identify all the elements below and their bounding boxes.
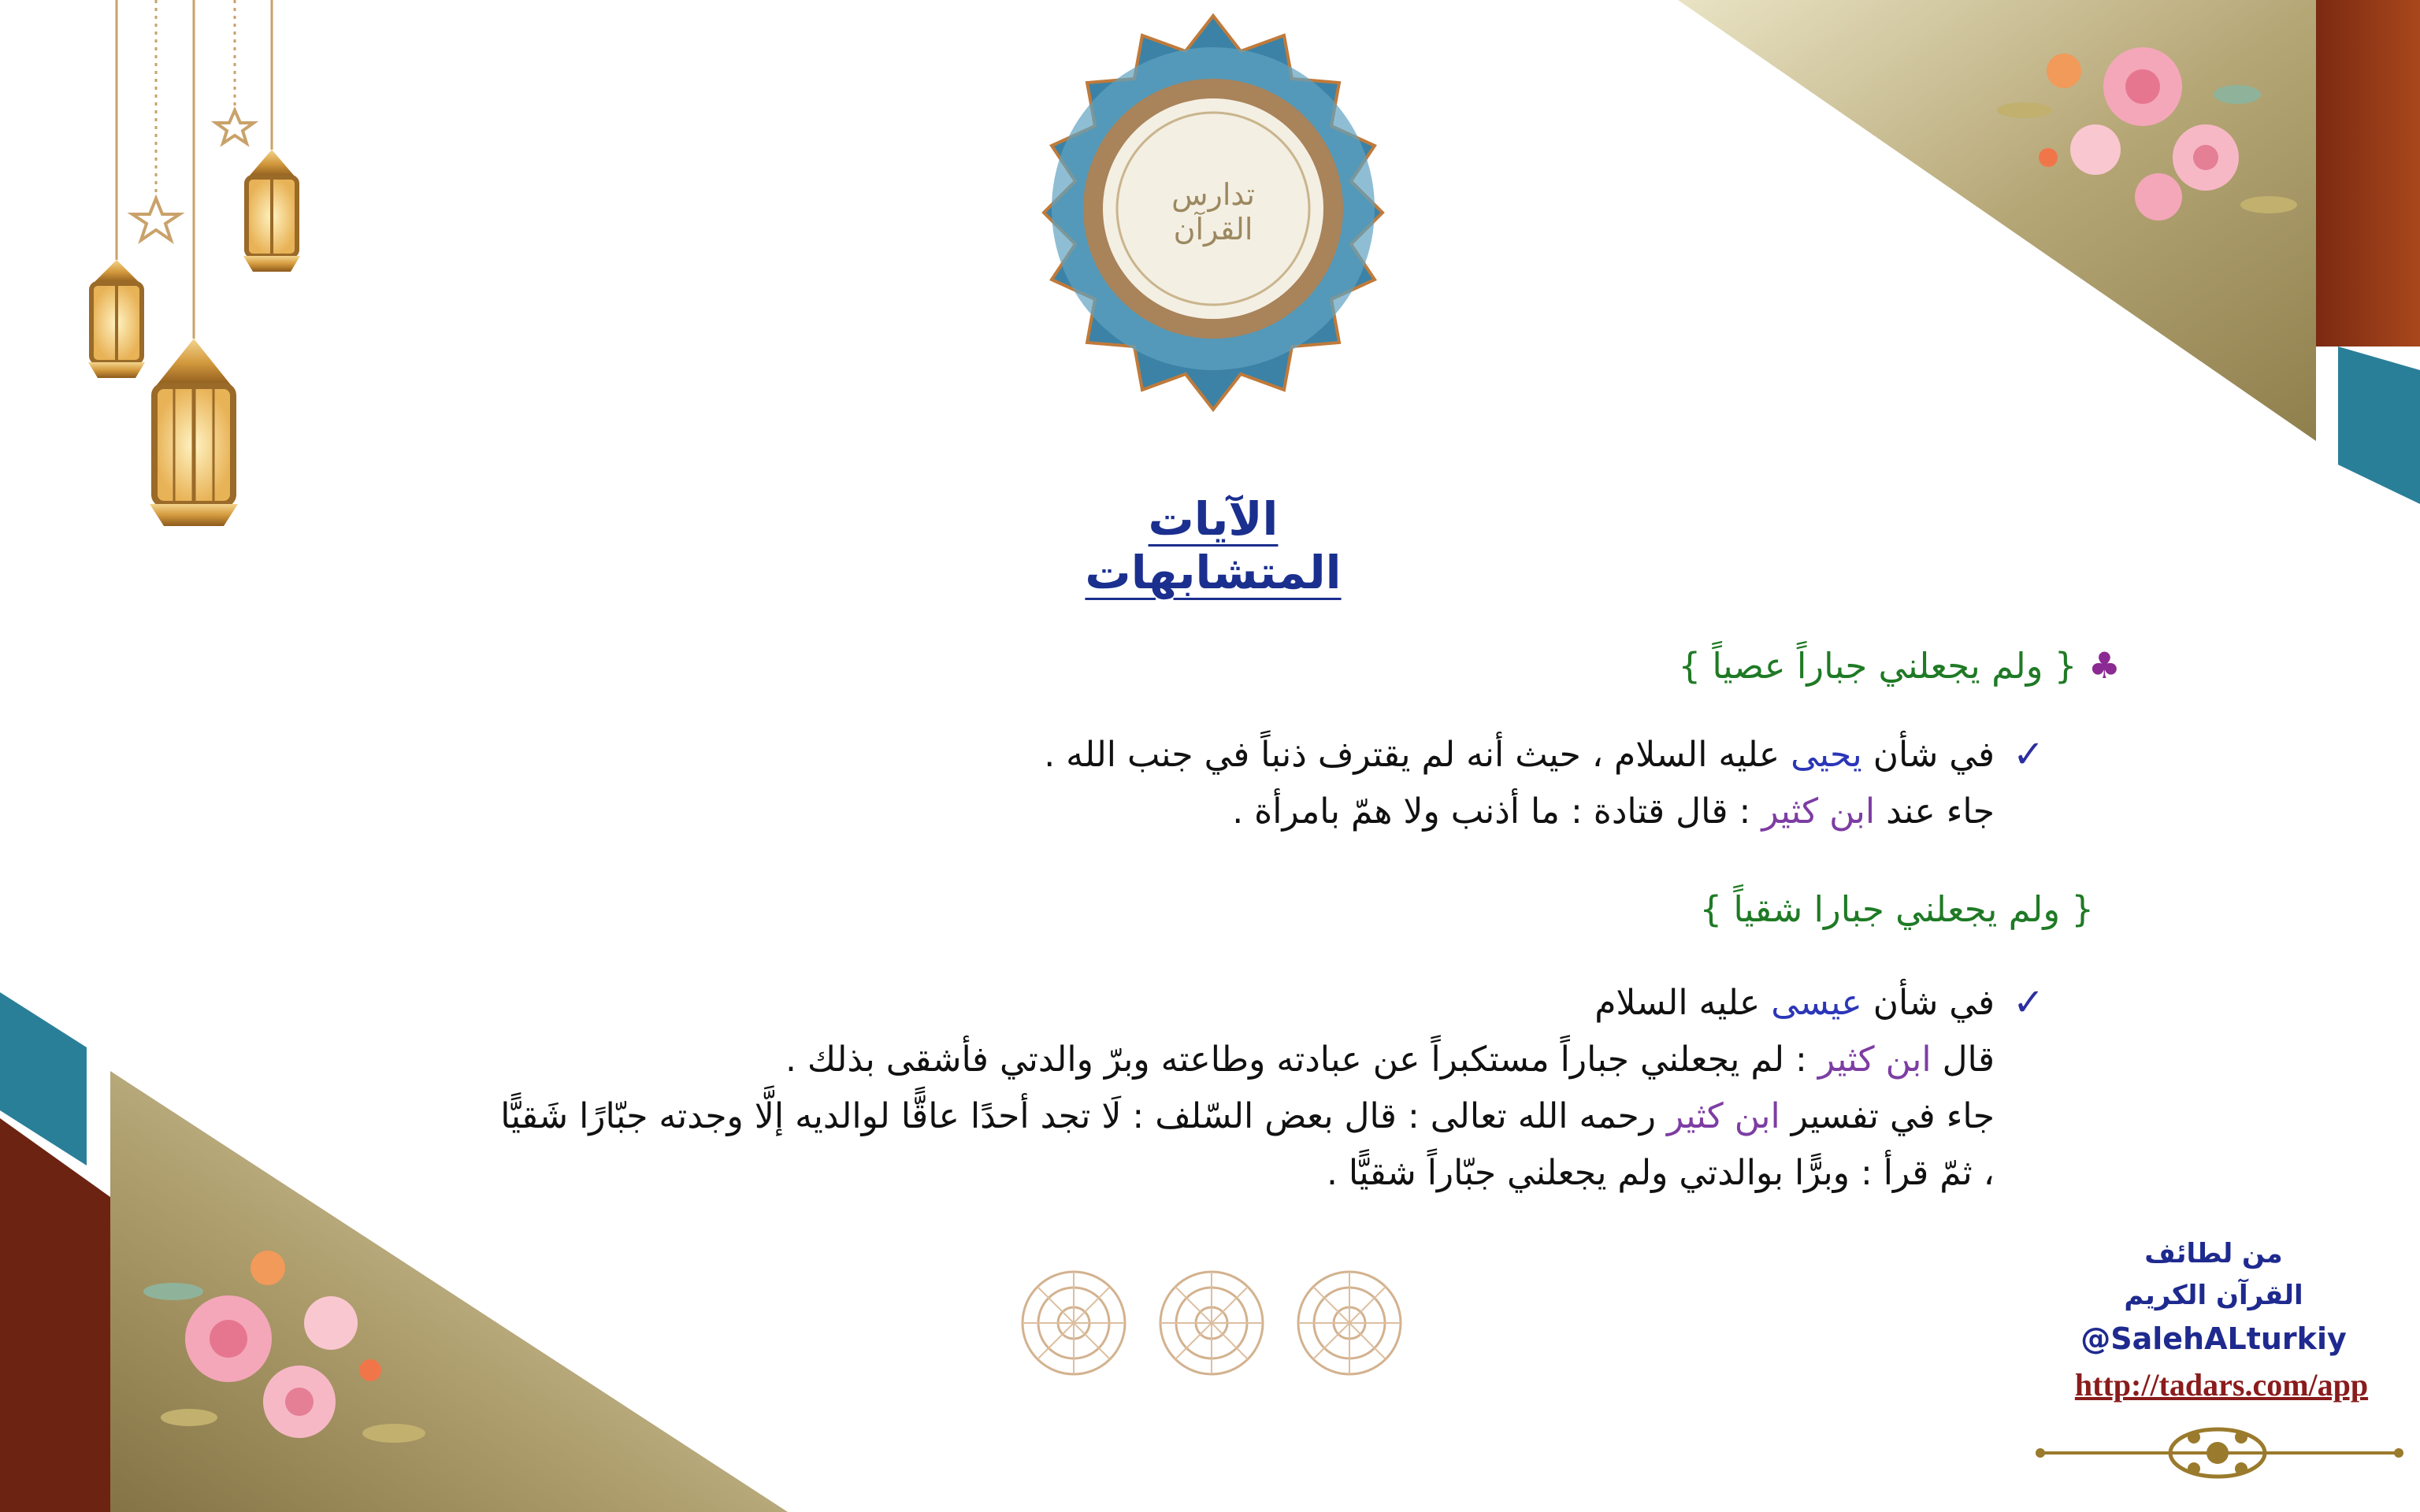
verse-1: [1678, 644, 2121, 687]
lantern-right: [243, 150, 300, 272]
bottom-left-brown-band: [0, 1118, 110, 1512]
verse-2-text: { ولم يجعلني جبارا شقياً }: [1699, 888, 2094, 930]
text-segment: رحمه الله تعالى : قال بعض السّلف : لَا تجد أحدًا عاقًّا لوالديه إلَّا وجدته جبّارًا شَقيًّا: [500, 1096, 1656, 1136]
check-icon: ✓: [2013, 732, 2045, 776]
verse-1-explanation-line-2: [1232, 791, 1995, 832]
tadars-link[interactable]: http://tadars.com/app: [2074, 1367, 2369, 1403]
signature-handle: @SalehALturkiy: [2080, 1321, 2347, 1356]
signature-line-1: من لطائف: [2144, 1238, 2283, 1269]
lantern-center: [150, 339, 238, 526]
verse-2-explanation-line-3: [500, 1096, 1995, 1136]
lantern-left: [88, 260, 145, 378]
bottom-left-olive-band: [110, 1071, 788, 1512]
text-segment: جاء عند: [1886, 791, 1995, 832]
text-segment: في شأن: [1873, 735, 1995, 775]
verse-2-explanation-line-2: [785, 1040, 1995, 1080]
text-segment: : قال قتادة : ما أذنب ولا همّ بامرأة .: [1232, 791, 1751, 832]
name-isa: عيسى: [1771, 983, 1862, 1023]
name-ibn-kathir: ابن كثير: [1666, 1096, 1780, 1136]
verse-1-explanation-line-1: [1044, 735, 1995, 775]
text-segment: عليه السلام: [1594, 983, 1761, 1023]
verse-2-explanation-line-1: [1594, 983, 1995, 1023]
text-segment: جاء في تفسير: [1791, 1096, 1995, 1136]
text-segment: عليه السلام ، حيث أنه لم يقترف ذنباً في جنب الله .: [1044, 735, 1780, 775]
logo-text: تدارس القرآن: [1171, 177, 1255, 246]
text-segment: قال: [1942, 1040, 1995, 1080]
text-segment: ، ثمّ قرأ : وبرًّا بوالدتي ولم يجعلني جبّاراً شقيًّا .: [1326, 1153, 1995, 1193]
club-icon: ♣: [2088, 644, 2121, 687]
verse-2-explanation-line-4: [1327, 1153, 1995, 1193]
name-ibn-kathir: ابن كثير: [1761, 791, 1876, 832]
right-teal-accent: [2338, 346, 2420, 504]
divider-ornament: [2036, 1429, 2403, 1477]
top-right-brown-bar: [2316, 0, 2420, 346]
check-icon: ✓: [2013, 980, 2045, 1025]
text-segment: في شأن: [1873, 983, 1995, 1023]
page-title: الآيات المتشابهات: [1085, 492, 1342, 599]
text-segment: : لم يجعلني جباراً مستكبراً عن عبادته وطاعته وبرّ والدتي فأشقى بذلك .: [785, 1040, 1807, 1080]
verse-1-text: { ولم يجعلني جباراً عصياً }: [1678, 645, 2077, 687]
name-yahya: يحيى: [1791, 735, 1862, 775]
signature-line-2: القرآن الكريم: [2124, 1280, 2303, 1311]
top-right-olive-band: [1678, 0, 2316, 441]
name-ibn-kathir: ابن كثير: [1817, 1040, 1932, 1080]
verse-2: [1699, 888, 2094, 930]
